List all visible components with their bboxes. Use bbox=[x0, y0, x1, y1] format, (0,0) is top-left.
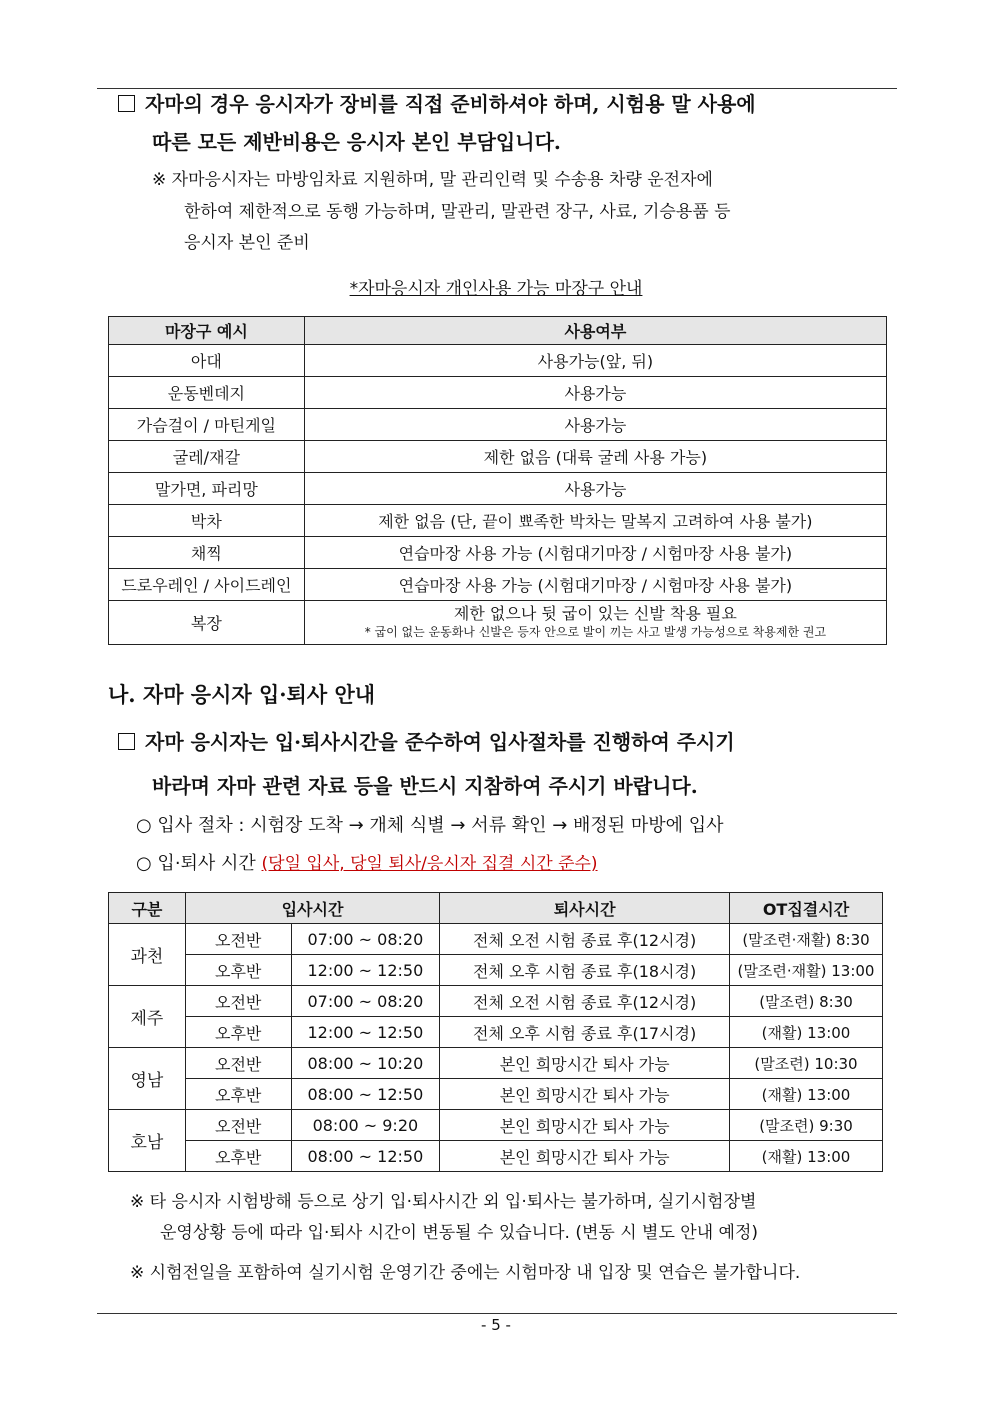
schedule-ot-time: (말조련) 8:30 bbox=[730, 986, 883, 1017]
equip-item: 박차 bbox=[109, 505, 305, 537]
checkbox-square-icon bbox=[118, 733, 135, 750]
intro-line-1: 자마의 경우 응시자가 장비를 직접 준비하셔야 하며, 시험용 말 사용에 bbox=[118, 88, 756, 120]
entry-procedure: ○ 입사 절차 : 시험장 도착 → 개체 식별 → 서류 확인 → 배정된 마방에 입사 bbox=[136, 815, 724, 836]
equip-row bbox=[109, 505, 887, 537]
checkbox-square-icon bbox=[118, 95, 135, 112]
schedule-out-time: 본인 희망시간 퇴사 가능 bbox=[440, 1079, 730, 1110]
schedule-region: 제주 bbox=[109, 986, 186, 1048]
equip-row bbox=[109, 345, 887, 377]
footnote-2: ※ 시험전일을 포함하여 실기시험 운영기간 중에는 시험마장 내 입장 및 연습은 불가합니다. bbox=[130, 1263, 801, 1283]
equip-row bbox=[109, 377, 887, 409]
equip-item: 운동벤데지 bbox=[109, 377, 305, 409]
equip-row bbox=[109, 409, 887, 441]
equip-row bbox=[109, 537, 887, 569]
schedule-out-time: 전체 오전 시험 종료 후(12시경) bbox=[440, 986, 730, 1017]
schedule-in-time: 07:00 ~ 08:20 bbox=[291, 924, 440, 955]
equip-use: 연습마장 사용 가능 (시험대기마장 / 시험마장 사용 불가) bbox=[304, 569, 886, 601]
schedule-ot-time: (재활) 13:00 bbox=[730, 1017, 883, 1048]
schedule-row bbox=[109, 986, 883, 1017]
equip-item: 굴레/재갈 bbox=[109, 441, 305, 473]
schedule-row bbox=[109, 1017, 883, 1048]
schedule-in-time: 08:00 ~ 10:20 bbox=[291, 1048, 440, 1079]
intro-note-2: 한하여 제한적으로 동행 가능하며, 말관리, 말관련 장구, 사료, 기승용품 등 bbox=[184, 202, 731, 222]
schedule-out-time: 본인 희망시간 퇴사 가능 bbox=[440, 1110, 730, 1141]
schedule-ot-time: (재활) 13:00 bbox=[730, 1079, 883, 1110]
equip-header-item: 마장구 예시 bbox=[109, 317, 305, 345]
equip-use: 제한 없음 (대륙 굴레 사용 가능) bbox=[304, 441, 886, 473]
schedule-row bbox=[109, 924, 883, 955]
schedule-ot-time: (재활) 13:00 bbox=[730, 1141, 883, 1172]
intro-line-2: 따른 모든 제반비용은 응시자 본인 부담입니다. bbox=[152, 130, 561, 154]
sched-header-ot: OT집결시간 bbox=[730, 893, 883, 924]
schedule-shift: 오전반 bbox=[185, 924, 291, 955]
entry-time-line: ○ 입·퇴사 시간 (당일 입사, 당일 퇴사/응시자 집결 시간 준수) bbox=[136, 853, 598, 874]
equip-item: 말가면, 파리망 bbox=[109, 473, 305, 505]
equip-row bbox=[109, 473, 887, 505]
section-line-2: 바라며 자마 관련 자료 등을 반드시 지참하여 주시기 바랍니다. bbox=[152, 774, 698, 798]
schedule-out-time: 전체 오후 시험 종료 후(17시경) bbox=[440, 1017, 730, 1048]
equip-use: 사용가능 bbox=[304, 409, 886, 441]
equip-item: 채찍 bbox=[109, 537, 305, 569]
schedule-shift: 오후반 bbox=[185, 955, 291, 986]
schedule-region: 호남 bbox=[109, 1110, 186, 1172]
schedule-shift: 오전반 bbox=[185, 1048, 291, 1079]
schedule-shift: 오전반 bbox=[185, 986, 291, 1017]
intro-note-1: ※ 자마응시자는 마방임차료 지원하며, 말 관리인력 및 수송용 차량 운전자에 bbox=[152, 170, 713, 190]
sched-header-region: 구분 bbox=[109, 893, 186, 924]
equip-use: 사용가능 bbox=[304, 473, 886, 505]
equip-use-main: 제한 없으나 뒷 굽이 있는 신발 착용 필요 bbox=[453, 603, 737, 623]
schedule-ot-time: (말조련) 10:30 bbox=[730, 1048, 883, 1079]
schedule-out-time: 본인 희망시간 퇴사 가능 bbox=[440, 1141, 730, 1172]
intro-note-3: 응시자 본인 준비 bbox=[184, 233, 310, 253]
entry-time-note: (당일 입사, 당일 퇴사/응시자 집결 시간 준수) bbox=[261, 854, 598, 874]
schedule-in-time: 07:00 ~ 08:20 bbox=[291, 986, 440, 1017]
footnote-1a: ※ 타 응시자 시험방해 등으로 상기 입·퇴사시간 외 입·퇴사는 불가하며, 실기시험장별 bbox=[130, 1192, 757, 1212]
equip-table bbox=[108, 316, 887, 645]
equip-use bbox=[304, 601, 886, 645]
equip-item: 복장 bbox=[109, 601, 305, 645]
equip-row bbox=[109, 441, 887, 473]
schedule-row bbox=[109, 1110, 883, 1141]
schedule-shift: 오전반 bbox=[185, 1110, 291, 1141]
schedule-row bbox=[109, 955, 883, 986]
footnote-1b: 운영상황 등에 따라 입·퇴사 시간이 변동될 수 있습니다. (변동 시 별도 안내 예정) bbox=[160, 1223, 758, 1243]
schedule-shift: 오후반 bbox=[185, 1141, 291, 1172]
section-heading: 나. 자마 응시자 입·퇴사 안내 bbox=[108, 682, 376, 707]
schedule-region: 영남 bbox=[109, 1048, 186, 1110]
sched-header-in: 입사시간 bbox=[185, 893, 439, 924]
schedule-ot-time: (말조련·재활) 13:00 bbox=[730, 955, 883, 986]
equip-table-title: *자마응시자 개인사용 가능 마장구 안내 bbox=[349, 279, 643, 299]
schedule-row bbox=[109, 1048, 883, 1079]
equip-item: 아대 bbox=[109, 345, 305, 377]
schedule-in-time: 12:00 ~ 12:50 bbox=[291, 1017, 440, 1048]
schedule-table bbox=[108, 892, 883, 1172]
schedule-ot-time: (말조련) 9:30 bbox=[730, 1110, 883, 1141]
equip-use-note: * 굽이 없는 운동화나 신발은 등자 안으로 발이 끼는 사고 발생 가능성으로 착용제한 권고 bbox=[364, 624, 827, 639]
equip-use: 사용가능 bbox=[304, 377, 886, 409]
schedule-shift: 오후반 bbox=[185, 1017, 291, 1048]
schedule-out-time: 본인 희망시간 퇴사 가능 bbox=[440, 1048, 730, 1079]
schedule-in-time: 12:00 ~ 12:50 bbox=[291, 955, 440, 986]
equip-item: 드로우레인 / 사이드레인 bbox=[109, 569, 305, 601]
schedule-region: 과천 bbox=[109, 924, 186, 986]
section-line-1: 자마 응시자는 입·퇴사시간을 준수하여 입사절차를 진행하여 주시기 bbox=[118, 726, 735, 758]
equip-use: 제한 없음 (단, 끝이 뾰족한 박차는 말복지 고려하여 사용 불가) bbox=[304, 505, 886, 537]
equip-use: 사용가능(앞, 뒤) bbox=[304, 345, 886, 377]
schedule-in-time: 08:00 ~ 12:50 bbox=[291, 1141, 440, 1172]
schedule-shift: 오후반 bbox=[185, 1079, 291, 1110]
schedule-out-time: 전체 오후 시험 종료 후(18시경) bbox=[440, 955, 730, 986]
equip-header-use: 사용여부 bbox=[304, 317, 886, 345]
schedule-out-time: 전체 오전 시험 종료 후(12시경) bbox=[440, 924, 730, 955]
page-number: - 5 - bbox=[481, 1316, 511, 1334]
schedule-in-time: 08:00 ~ 12:50 bbox=[291, 1079, 440, 1110]
equip-item: 가슴걸이 / 마틴게일 bbox=[109, 409, 305, 441]
equip-row bbox=[109, 601, 887, 645]
sched-header-out: 퇴사시간 bbox=[440, 893, 730, 924]
equip-row bbox=[109, 569, 887, 601]
schedule-row bbox=[109, 1141, 883, 1172]
schedule-in-time: 08:00 ~ 9:20 bbox=[291, 1110, 440, 1141]
schedule-row bbox=[109, 1079, 883, 1110]
equip-use: 연습마장 사용 가능 (시험대기마장 / 시험마장 사용 불가) bbox=[304, 537, 886, 569]
schedule-ot-time: (말조련·재활) 8:30 bbox=[730, 924, 883, 955]
